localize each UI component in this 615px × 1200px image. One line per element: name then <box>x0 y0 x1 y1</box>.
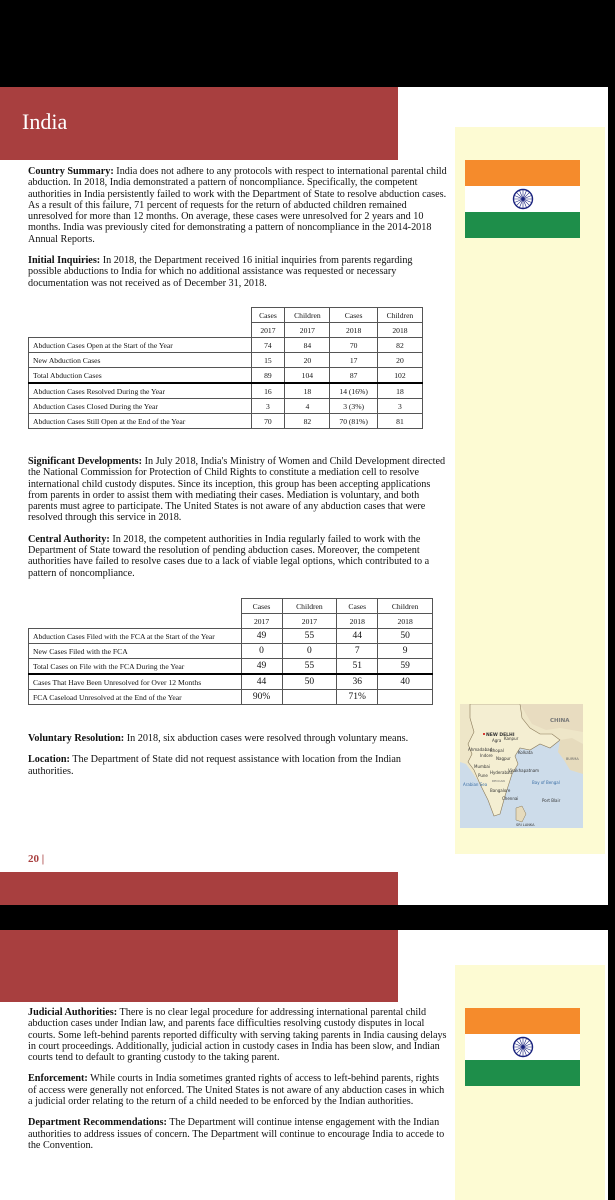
report-page-21 <box>0 930 608 1200</box>
cell: 84 <box>285 338 330 353</box>
country-summary-heading: Country Summary: <box>28 166 114 177</box>
col-year: 2017 <box>241 614 282 629</box>
cell: 0 <box>241 644 282 659</box>
initial-inquiries-heading: Initial Inquiries: <box>28 255 101 267</box>
map-label-bangalore: Bangalore <box>490 788 511 793</box>
cell: 82 <box>377 338 422 353</box>
significant-developments-heading: Significant Developments: <box>28 456 143 467</box>
cell: 44 <box>337 629 378 644</box>
abduction-cases-table <box>28 307 423 429</box>
row-label: Abduction Cases Still Open at the End of the Year <box>29 414 252 429</box>
cell: 3 <box>251 399 285 414</box>
row-label: New Abduction Cases <box>29 353 252 368</box>
map-label-agra: Agra <box>492 738 502 743</box>
col-header: Children <box>377 308 422 323</box>
enforcement-heading: Enforcement: <box>28 1073 88 1085</box>
table-row <box>29 414 423 429</box>
cell: 15 <box>251 353 285 368</box>
col-header: Cases <box>241 599 282 614</box>
footer-bar <box>0 872 398 905</box>
location-text: The Department of State did not request assistance with location from the Indian authorities. <box>28 754 401 777</box>
department-recommendations-text: The Department will continue intense engagement with the Indian authorities to address issues of concern. The Department will continue to encourage India to accede to the Convention. <box>28 1117 445 1151</box>
map-label-bhopal: Bhopal <box>490 748 504 753</box>
report-page-20 <box>0 87 608 905</box>
voluntary-resolution-text: In 2018, six abduction cases were resolved through voluntary means. <box>124 733 409 744</box>
india-map-image <box>460 704 583 828</box>
col-header: Cases <box>251 308 285 323</box>
map-label-mumbai: Mumbai <box>474 764 490 769</box>
developments-section <box>28 456 448 589</box>
cell: 20 <box>377 353 422 368</box>
col-year: 2018 <box>330 323 377 338</box>
map-label-kanpur: Kanpur <box>504 736 519 741</box>
map-label-deccan: DECCAN <box>492 779 505 783</box>
table-row <box>29 368 423 384</box>
cell: 36 <box>337 674 378 690</box>
map-label-nagpur: Nagpur <box>496 756 511 761</box>
table-row <box>29 338 423 353</box>
cell: 87 <box>330 368 377 384</box>
cell: 70 <box>251 414 285 429</box>
row-label: Total Abduction Cases <box>29 368 252 384</box>
cell: 50 <box>282 674 337 690</box>
cell: 70 <box>330 338 377 353</box>
country-banner <box>0 930 398 1002</box>
col-year: 2018 <box>377 323 422 338</box>
table-row <box>29 690 433 705</box>
judicial-section <box>28 1007 448 1161</box>
cell: 18 <box>377 383 422 399</box>
cell: 55 <box>282 659 337 675</box>
col-year: 2018 <box>337 614 378 629</box>
table-row <box>29 399 423 414</box>
cell: 51 <box>337 659 378 675</box>
judicial-authorities-text: There is no clear legal procedure for addressing international parental child abduction cases under Indian law, and parents face difficulties resolving custody disputes in local courts. Some left-behind parents reported difficulty with serving taking parents in India causing delays in court proceedings. Additionally, judicial action in custody cases in India has been slow, and Indian courts tend to default to granting custody to the taking parent. <box>28 1007 447 1064</box>
country-sidebar <box>455 965 605 1200</box>
country-summary-text: India does not adhere to any protocols with respect to international parental child abduction. In 2018, India demonstrated a pattern of noncompliance. Specifically, the competent authorities in India persistently failed to work with the Department of State to resolve abduction cases. As a result of this failure, 71 percent of requests for the return of abducted children remained unresolved for more than 12 months. On average, these cases were unresolved for 2 years and 10 months. India was previously cited for demonstrating a pattern of noncompliance in the 2014-2018 Annual Reports. <box>28 166 447 245</box>
india-flag-icon <box>465 160 580 238</box>
cell: 55 <box>282 629 337 644</box>
cell: 40 <box>378 674 433 690</box>
map-label-sri-lanka: SRI LANKA <box>516 823 535 827</box>
cell: 14 (16%) <box>330 383 377 399</box>
map-label-ahmadabad: Ahmadabad <box>468 747 493 752</box>
map-label-kolkata: Kolkata <box>518 750 533 755</box>
table-row <box>29 674 433 690</box>
cell <box>282 690 337 705</box>
table-row <box>29 383 423 399</box>
cell: 44 <box>241 674 282 690</box>
initial-inquiries-text: In 2018, the Department received 16 initial inquiries from parents regarding possible abductions to India for which no additional assistance was requested or necessary documentation was not received as of December 31, 2018. <box>28 255 413 289</box>
india-flag-icon <box>465 1008 580 1086</box>
col-header: Children <box>285 308 330 323</box>
row-label: New Cases Filed with the FCA <box>29 644 242 659</box>
col-year: 2018 <box>378 614 433 629</box>
col-header: Children <box>378 599 433 614</box>
resolution-location-section <box>28 733 448 787</box>
cell: 49 <box>241 629 282 644</box>
row-label: Abduction Cases Closed During the Year <box>29 399 252 414</box>
map-label-port-blair: Port Blair <box>542 798 561 803</box>
map-label-burma: BURMA <box>566 757 579 761</box>
row-label: FCA Caseload Unresolved at the End of the Year <box>29 690 242 705</box>
cell: 17 <box>330 353 377 368</box>
central-authority-text: In 2018, the competent authorities in India regularly failed to work with the Department of State toward the resolution of pending abduction cases. Moreover, the competent authorities have failed to resolve cases due to a lack of viable legal options, which contributed to a pattern of noncompliance. <box>28 533 430 579</box>
cell: 3 <box>377 399 422 414</box>
country-title: India <box>22 109 68 134</box>
cell: 4 <box>285 399 330 414</box>
map-label-chennai: Chennai <box>502 796 519 801</box>
cell: 7 <box>337 644 378 659</box>
col-year: 2017 <box>251 323 285 338</box>
department-recommendations-heading: Department Recommendations: <box>28 1117 167 1129</box>
row-label: Abduction Cases Resolved During the Year <box>29 383 252 399</box>
fca-cases-table <box>28 598 433 705</box>
cell: 82 <box>285 414 330 429</box>
cell: 74 <box>251 338 285 353</box>
country-banner <box>0 87 398 160</box>
col-header: Cases <box>337 599 378 614</box>
cell: 89 <box>251 368 285 384</box>
map-label-indore: Indore <box>480 753 493 758</box>
cell: 49 <box>241 659 282 675</box>
voluntary-resolution-heading: Voluntary Resolution: <box>28 733 125 744</box>
map-label-bay-of-bengal: Bay of Bengal <box>532 780 560 785</box>
col-year: 2017 <box>282 614 337 629</box>
map-label-visakhapatnam: Visakhapatnam <box>508 768 540 773</box>
ashoka-chakra-icon <box>512 1036 534 1058</box>
cell: 20 <box>285 353 330 368</box>
judicial-authorities-heading: Judicial Authorities: <box>28 1007 118 1018</box>
col-year: 2017 <box>285 323 330 338</box>
row-label: Abduction Cases Open at the Start of the Year <box>29 338 252 353</box>
cell: 71% <box>337 690 378 705</box>
col-header: Children <box>282 599 337 614</box>
table-row <box>29 629 433 644</box>
cell: 50 <box>378 629 433 644</box>
cell: 16 <box>251 383 285 399</box>
row-label: Cases That Have Been Unresolved for Over 12 Months <box>29 674 242 690</box>
table-row <box>29 659 433 675</box>
cell: 0 <box>282 644 337 659</box>
col-header: Cases <box>330 308 377 323</box>
cell: 3 (3%) <box>330 399 377 414</box>
central-authority-heading: Central Authority: <box>28 533 110 545</box>
map-label-pune: Pune <box>478 773 488 778</box>
map-label-hyderabad: Hyderabad <box>490 770 512 775</box>
cell <box>378 690 433 705</box>
enforcement-text: While courts in India sometimes granted rights of access to left-behind parents, rights of access were generally not enforced. The United States is not aware of any abduction cases in which a judicial order relating to the return of a child needed to be enforced by the Indian authorities. <box>28 1073 445 1108</box>
cell: 59 <box>378 659 433 675</box>
table-row <box>29 353 423 368</box>
cell: 104 <box>285 368 330 384</box>
ashoka-chakra-icon <box>512 188 534 210</box>
map-label-china: CHINA <box>550 718 570 724</box>
row-label: Total Cases on File with the FCA During the Year <box>29 659 242 675</box>
page-number: 20 | <box>28 853 45 865</box>
country-sidebar <box>455 127 605 854</box>
row-label: Abduction Cases Filed with the FCA at the Start of the Year <box>29 629 242 644</box>
map-label-new-delhi: NEW DELHI <box>486 733 515 738</box>
significant-developments-text: In July 2018, India's Ministry of Women and Child Development directed the National Commission for Protection of Child Rights to constitute a mediation cell to resolve international child custody disputes. Since its inception, this group has been accepting applications from parents in order to assist them with mediating their cases. Mediation is voluntary, and both parents must agree to participate. The United States is not aware of any abduction cases that were resolved through this service in 2018. <box>28 456 446 524</box>
country-summary-section <box>28 166 448 299</box>
cell: 18 <box>285 383 330 399</box>
location-heading: Location: <box>28 754 70 766</box>
cell: 90% <box>241 690 282 705</box>
cell: 102 <box>377 368 422 384</box>
cell: 81 <box>377 414 422 429</box>
table-row <box>29 644 433 659</box>
cell: 9 <box>378 644 433 659</box>
cell: 70 (81%) <box>330 414 377 429</box>
map-label-arabian-sea: Arabian Sea <box>463 782 488 787</box>
